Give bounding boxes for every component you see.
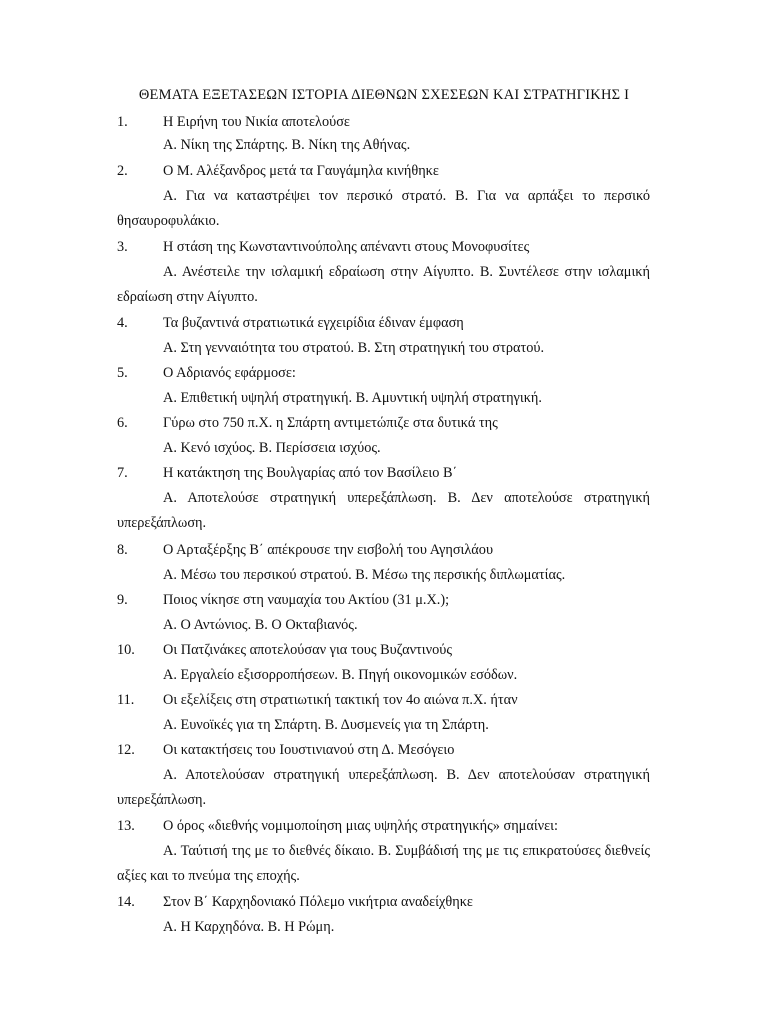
question-text: Στον Β΄ Καρχηδονιακό Πόλεμο νικήτρια αναδείχθηκε — [163, 894, 473, 910]
question-number: 9. — [117, 592, 128, 608]
question-number: 2. — [117, 163, 128, 179]
question-text: Ποιος νίκησε στη ναυμαχία του Ακτίου (31 μ.Χ.); — [163, 592, 450, 608]
answer-options — [0, 184, 768, 234]
question-text: Ο Αδριανός εφάρμοσε: — [163, 365, 296, 381]
answer-options — [0, 915, 768, 940]
answer-text: Α. Νίκη της Σπάρτης. Β. Νίκη της Αθήνας. — [163, 137, 411, 153]
question-text: Ο Αρταξέρξης Β΄ απέκρουσε την εισβολή του Αγησιλάου — [163, 542, 494, 558]
answer-options — [0, 336, 768, 361]
answer-text: Α. Η Καρχηδόνα. Β. Η Ρώμη. — [163, 919, 335, 935]
answer-options — [0, 839, 768, 889]
answer-text: Α. Εργαλείο εξισορροπήσεων. Β. Πηγή οικονομικών εσόδων. — [163, 667, 518, 683]
answer-text: Α. Κενό ισχύος. Β. Περίσσεια ισχύος. — [163, 440, 381, 456]
question-number: 6. — [117, 415, 128, 431]
question-text: Οι Πατζινάκες αποτελούσαν για τους Βυζαντινούς — [163, 642, 452, 658]
answer-text: Α. Ο Αντώνιος. Β. Ο Οκταβιανός. — [163, 617, 358, 633]
answer-options — [0, 133, 768, 158]
question-text: Οι εξελίξεις στη στρατιωτική τακτική τον 4ο αιώνα π.Χ. ήταν — [163, 692, 518, 708]
question-text: Οι κατακτήσεις του Ιουστινιανού στη Δ. Μεσόγειο — [163, 742, 455, 758]
question-number: 4. — [117, 315, 128, 331]
question-number: 13. — [117, 818, 135, 834]
document-title: ΘΕΜΑΤΑ ΕΞΕΤΑΣΕΩΝ ΙΣΤΟΡΙΑ ΔΙΕΘΝΩΝ ΣΧΕΣΕΩΝ ΚΑΙ ΣΤΡΑΤΗΓΙΚΗΣ Ι — [138, 87, 630, 103]
question-number: 14. — [117, 894, 135, 910]
answer-options — [0, 663, 768, 688]
answer-options — [0, 763, 768, 813]
question-number: 11. — [117, 692, 135, 708]
question-text: Γύρω στο 750 π.Χ. η Σπάρτη αντιμετώπιζε στα δυτικά της — [163, 415, 498, 431]
answer-text: Α. Στη γενναιότητα του στρατού. Β. Στη στρατηγική του στρατού. — [163, 340, 545, 356]
question-text: Ο Μ. Αλέξανδρος μετά τα Γαυγάμηλα κινήθηκε — [163, 163, 439, 179]
answer-options — [0, 486, 768, 536]
answer-text: Α. Επιθετική υψηλή στρατηγική. Β. Αμυντική υψηλή στρατηγική. — [163, 390, 542, 406]
question-text: Η Ειρήνη του Νικία αποτελούσε — [163, 114, 350, 130]
answer-text: Α. Ανέστειλε την ισλαμική εδραίωση στην Αίγυπτο. Β. Συντέλεσε στην ισλαμική εδραίωση στην Αίγυπτο. — [117, 264, 650, 305]
answer-text: Α. Αποτελούσε στρατηγική υπερεξάπλωση. Β. Δεν αποτελούσε στρατηγική υπερεξάπλωση. — [117, 490, 650, 531]
question-number: 8. — [117, 542, 128, 558]
question-number: 3. — [117, 239, 128, 255]
answer-text: Α. Για να καταστρέψει τον περσικό στρατό. Β. Για να αρπάξει το περσικό θησαυροφυλάκιο. — [117, 188, 650, 229]
answer-text: Α. Αποτελούσαν στρατηγική υπερεξάπλωση. Β. Δεν αποτελούσαν στρατηγική υπερεξάπλωση. — [117, 767, 650, 808]
question-number: 1. — [117, 114, 128, 130]
answer-text: Α. Ευνοϊκές για τη Σπάρτη. Β. Δυσμενείς για τη Σπάρτη. — [163, 717, 489, 733]
answer-options — [0, 563, 768, 588]
answer-options — [0, 260, 768, 310]
question-number: 7. — [117, 465, 128, 481]
answer-text: Α. Ταύτισή της με το διεθνές δίκαιο. Β. Συμβάδισή της με τις επικρατούσες διεθνείς αξίες και το πνεύμα της εποχής. — [117, 843, 650, 884]
answer-options — [0, 713, 768, 738]
question-text: Η στάση της Κωνσταντινούπολης απέναντι στους Μονοφυσίτες — [163, 239, 530, 255]
question-number: 5. — [117, 365, 128, 381]
question-text: Τα βυζαντινά στρατιωτικά εγχειρίδια έδιναν έμφαση — [163, 315, 464, 331]
question-text: Η κατάκτηση της Βουλγαρίας από τον Βασίλειο Β΄ — [163, 465, 458, 481]
question-number: 12. — [117, 742, 135, 758]
answer-options — [0, 386, 768, 411]
answer-text: Α. Μέσω του περσικού στρατού. Β. Μέσω της περσικής διπλωματίας. — [163, 567, 566, 583]
question-number: 10. — [117, 642, 135, 658]
answer-options — [0, 613, 768, 638]
question-text: Ο όρος «διεθνής νομιμοποίηση μιας υψηλής στρατηγικής» σημαίνει: — [163, 818, 558, 834]
answer-options — [0, 436, 768, 461]
